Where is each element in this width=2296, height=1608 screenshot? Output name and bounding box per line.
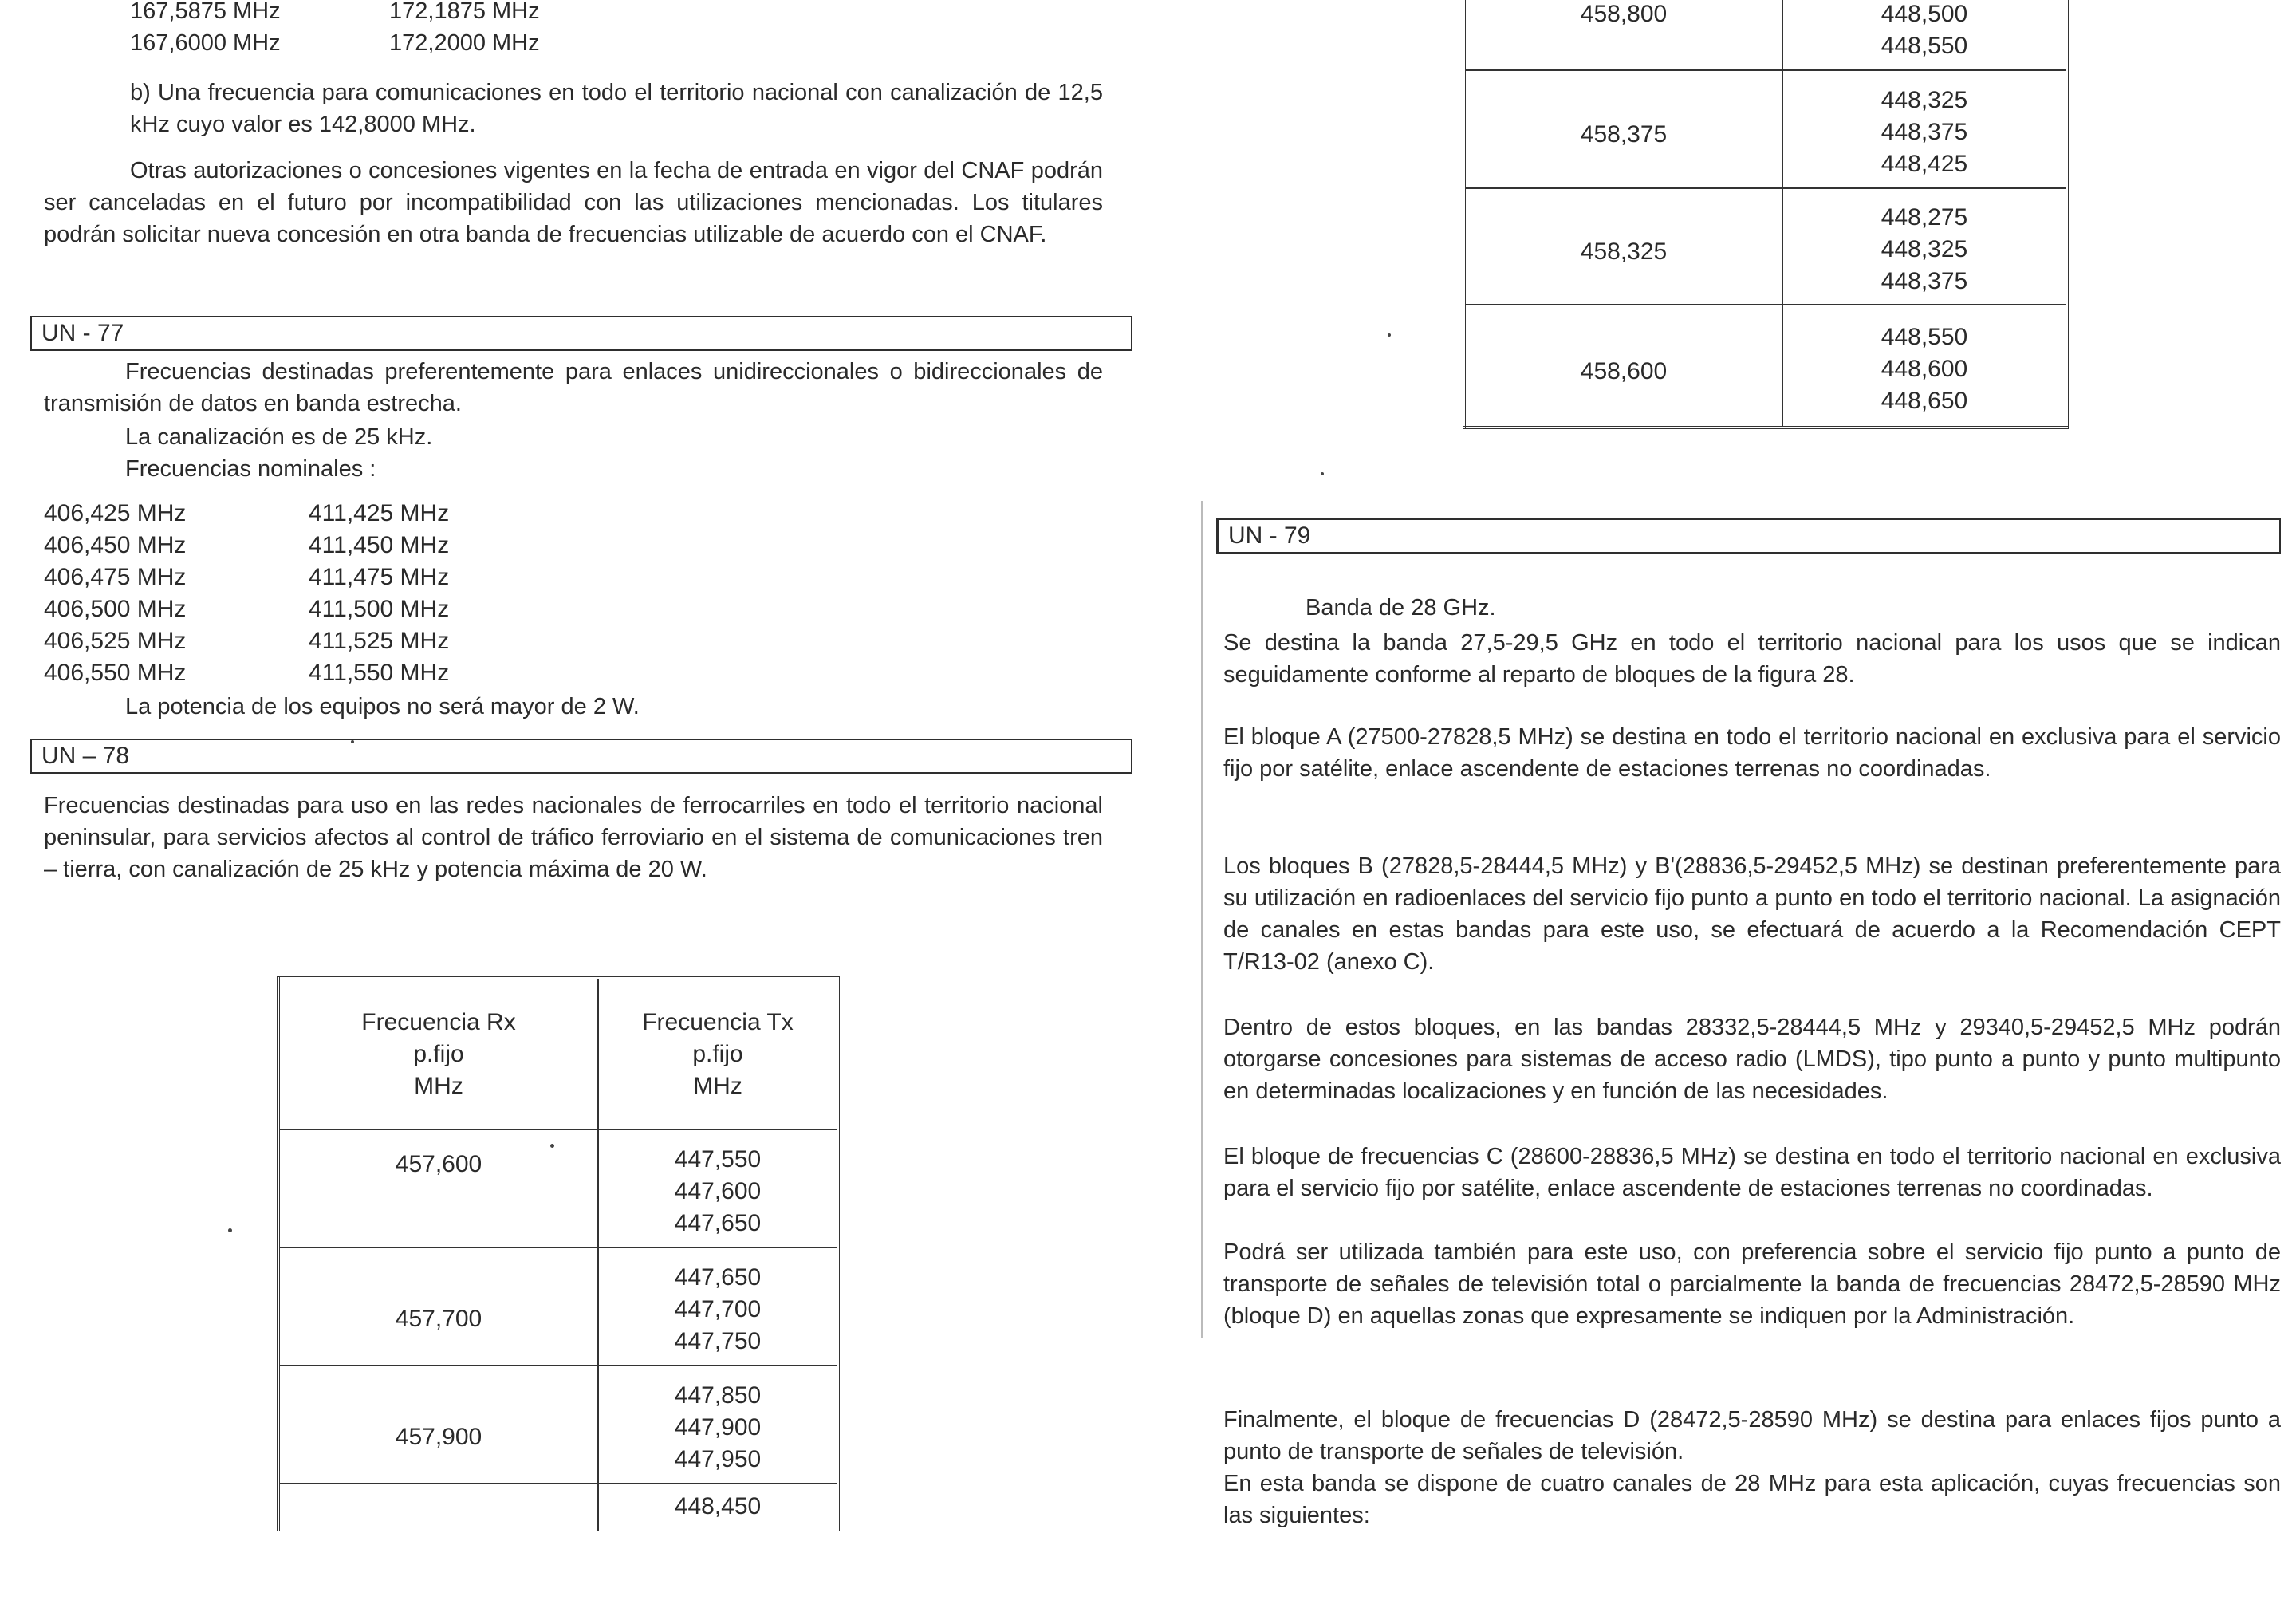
tx-cell: 448,550 448,600 448,650 (1782, 305, 2067, 428)
freq-pair: 406,450 MHz 411,450 MHz (44, 532, 450, 558)
freq-pair: 406,525 MHz 411,525 MHz (44, 628, 450, 654)
freq-pair: 167,5875 MHz 172,1875 MHz (130, 0, 540, 24)
un79-para-6: Podrá ser utilizada también para este uso, con preferencia sobre el servicio fijo punto a punto de transporte de señales de televisión total o parcialmente la banda de frecuencias 28472,5-28590 MHz (bloque D) en aquellas zonas que expresamente se indiquen por la Administración. (1223, 1240, 2281, 1329)
tx-cell: 448,275 448,325 448,375 (1782, 188, 2067, 305)
para-b: b) Una frecuencia para comunicaciones en todo el territorio nacional con canalización de 12,5 kHz cuyo valor es 142,8000 MHz. (130, 80, 1103, 137)
table-row (1464, 70, 2067, 188)
freq-pair: 406,550 MHz 411,550 MHz (44, 660, 450, 686)
tx-cell: 447,850 447,900 447,950 (598, 1366, 838, 1484)
freq-pair: 406,500 MHz 411,500 MHz (44, 596, 450, 622)
tx-cell: 448,325 448,375 448,425 (1782, 70, 2067, 188)
table-row (278, 1129, 838, 1247)
rx-cell: 458,800 (1464, 0, 1782, 70)
un77-potencia: La potencia de los equipos no será mayor de 2 W. (125, 694, 640, 719)
para-otras: Otras autorizaciones o concesiones vigentes en la fecha de entrada en vigor del CNAF podrán ser canceladas en el futuro por incompatibilidad con las utilizaciones mencionadas. Los titulares podrán solicitar nueva concesión en otra banda de frecuencias utilizable de acuerdo con el CNAF. (44, 158, 1103, 247)
un79-banda: Banda de 28 GHz. (1306, 595, 1496, 621)
un77-nominales: Frecuencias nominales : (125, 456, 376, 482)
header-rx: Frecuencia Rx p.fijo MHz (278, 978, 598, 1129)
scan-speck (1321, 472, 1324, 475)
top-freq-list (130, 0, 540, 59)
freq-table-right (1463, 0, 2069, 429)
freq-pair: 406,425 MHz 411,425 MHz (44, 500, 450, 526)
un77-canalizacion: La canalización es de 25 kHz. (125, 424, 433, 450)
binding-margin-line (1201, 501, 1203, 1338)
section-un77-label: UN - 77 (30, 316, 1132, 351)
scan-speck (1388, 333, 1391, 337)
un78-description: Frecuencias destinadas para uso en las redes nacionales de ferrocarriles en todo el territorio nacional peninsular, para servicios afectos al control de tráfico ferroviario en el sistema de comunicaciones tren – tierra, con canalización de 25 kHz y potencia máxima de 20 W. (44, 793, 1103, 882)
table-row (278, 1484, 838, 1531)
rx-cell: 458,600 (1464, 305, 1782, 428)
table-row (1464, 305, 2067, 428)
scan-speck (228, 1228, 232, 1232)
table-row (278, 1247, 838, 1366)
scan-speck (351, 740, 354, 743)
tx-cell: 447,550 447,600 447,650 (598, 1129, 838, 1247)
rx-cell: 457,900 (278, 1366, 598, 1484)
un77-freq-list (44, 498, 449, 689)
rx-cell: 457,700 (278, 1247, 598, 1366)
tx-cell: 448,500 448,550 (1782, 0, 2067, 70)
un79-para-2: El bloque A (27500-27828,5 MHz) se destina en todo el territorio nacional en exclusiva para el servicio fijo por satélite, enlace ascendente de estaciones terrenas no coordinadas. (1223, 724, 2281, 782)
un79-para-7: Finalmente, el bloque de frecuencias D (28472,5-28590 MHz) se destina para enlaces fijos punto a punto de transporte de señales de televisión. (1223, 1407, 2281, 1464)
freq-table-left (277, 976, 840, 1531)
rx-cell (278, 1484, 598, 1531)
section-un79-label: UN - 79 (1216, 518, 2281, 554)
section-un78-label: UN – 78 (30, 739, 1132, 774)
scan-speck (550, 1144, 554, 1148)
table-header-row (278, 978, 838, 1129)
freq-pair: 406,475 MHz 411,475 MHz (44, 564, 450, 590)
un79-para-5: El bloque de frecuencias C (28600-28836,5 MHz) se destina en todo el territorio nacional en exclusiva para el servicio fijo por satélite, enlace ascendente de estaciones terrenas no coordinadas. (1223, 1144, 2281, 1201)
un79-para-1: Se destina la banda 27,5-29,5 GHz en todo el territorio nacional para los usos que se indican seguidamente conforme al reparto de bloques de la figura 28. (1223, 630, 2281, 688)
table-row (1464, 0, 2067, 70)
un79-para-3: Los bloques B (27828,5-28444,5 MHz) y B'(28836,5-29452,5 MHz) se destinan preferentemente para su utilización en radioenlaces del servicio fijo punto a punto en todo el territorio nacional. La asignación de canales en estas bandas para este uso, se efectuará de acuerdo a la Recomendación CEPT T/R13-02 (anexo C). (1223, 853, 2281, 975)
table-row (278, 1366, 838, 1484)
un79-para-4: Dentro de estos bloques, en las bandas 28332,5-28444,5 MHz y 29340,5-29452,5 MHz podrán otorgarse concesiones para sistemas de acceso radio (LMDS), tipo punto a punto y punto multipunto en determinadas localizaciones y en función de las necesidades. (1223, 1015, 2281, 1104)
tx-cell: 448,450 (598, 1484, 838, 1531)
table-row (1464, 188, 2067, 305)
rx-cell: 457,600 (278, 1129, 598, 1247)
rx-cell: 458,375 (1464, 70, 1782, 188)
tx-cell: 447,650 447,700 447,750 (598, 1247, 838, 1366)
freq-pair: 167,6000 MHz 172,2000 MHz (130, 30, 540, 56)
un79-para-8: En esta banda se dispone de cuatro canales de 28 MHz para esta aplicación, cuyas frecuencias son las siguientes: (1223, 1471, 2281, 1528)
header-tx: Frecuencia Tx p.fijo MHz (598, 978, 838, 1129)
un77-description: Frecuencias destinadas preferentemente para enlaces unidireccionales o bidireccionales de transmisión de datos en banda estrecha. (44, 359, 1103, 416)
rx-cell: 458,325 (1464, 188, 1782, 305)
